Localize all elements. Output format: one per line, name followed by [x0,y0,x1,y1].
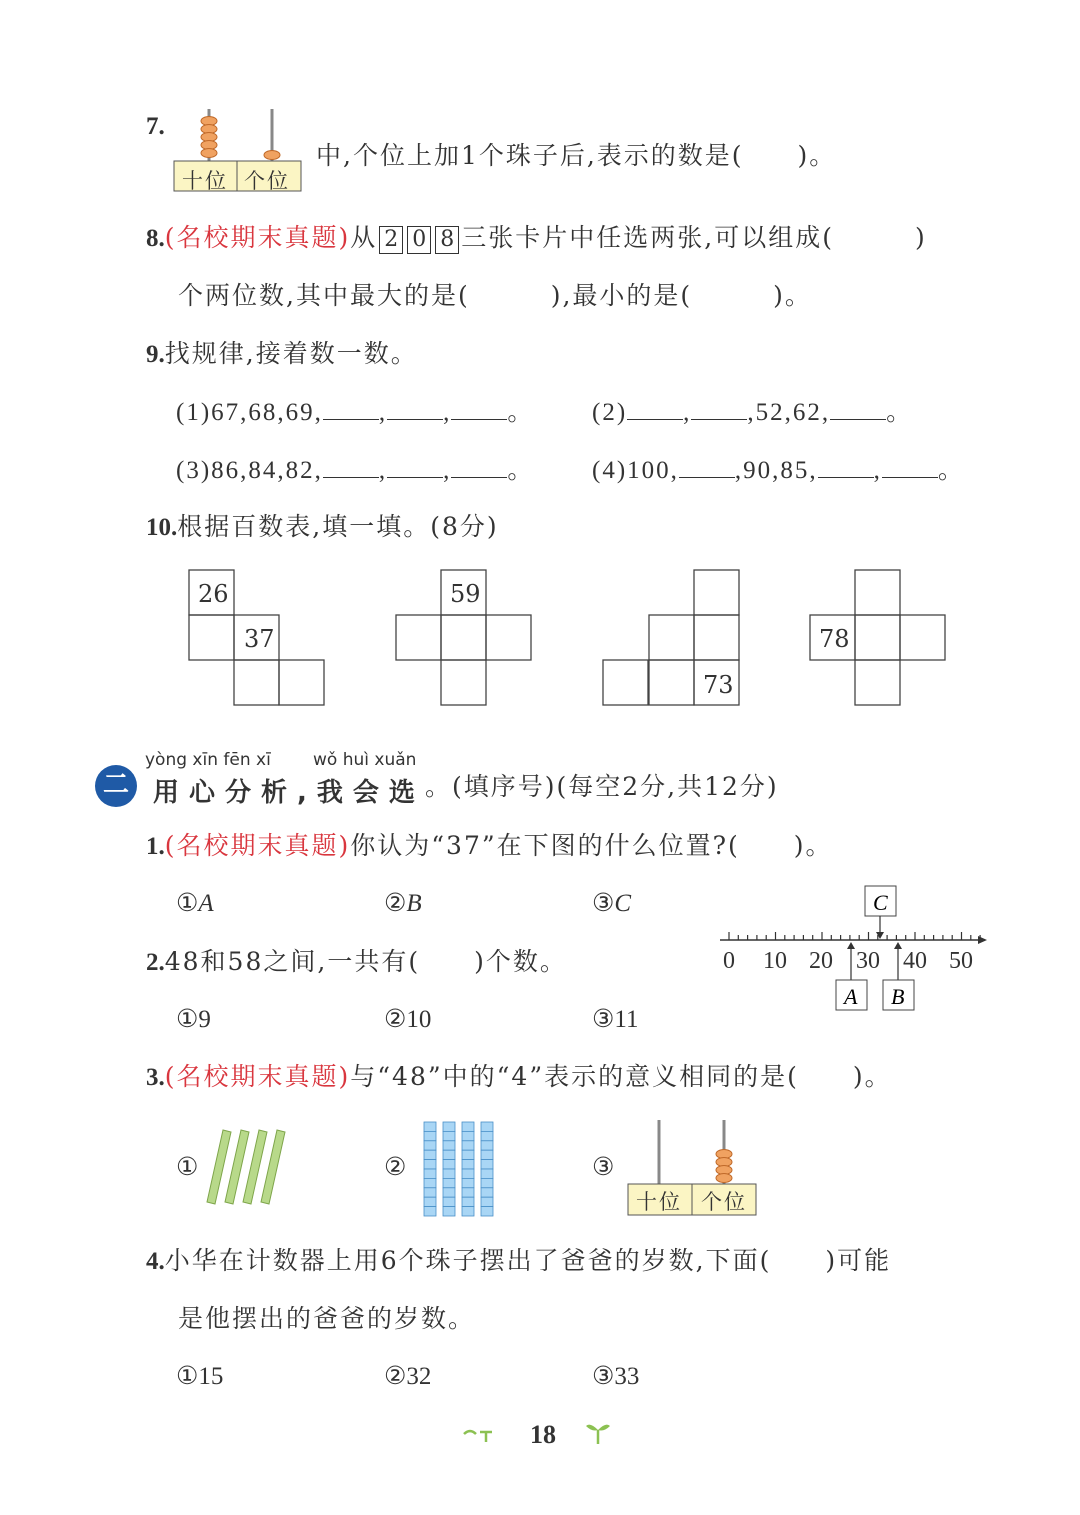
q10 [146,512,499,543]
s2q3-tag: (名校期末真题) [164,1062,351,1091]
cube [462,1197,474,1206]
q8-card: 0 [407,226,431,254]
cube [481,1141,493,1150]
s2q1-text: 你认为“37”在下图的什么位置?( )。 [350,831,833,860]
q10-text: 根据百数表,填一填。(8分) [177,512,499,541]
q9-part1 [176,397,534,428]
s2q2-option2[interactable]: ②10 [384,1006,432,1033]
q9-p3-values: 86,84,82, [211,457,323,484]
q9-part2 [592,397,913,428]
cube [481,1150,493,1159]
q7-number: 7. [146,113,165,140]
q8-card: 8 [435,226,459,254]
cube [481,1160,493,1169]
q9-part3 [176,455,534,486]
cube [443,1131,455,1140]
period: 。 [886,399,914,426]
tick-label: 30 [856,948,880,974]
label-b: B [891,984,905,1009]
section-title: 用心分析,我会选 [153,778,425,808]
period: 。 [507,399,535,426]
q7 [146,105,1006,200]
q10-number: 10. [146,514,178,541]
s2q2-number: 2. [146,949,165,976]
cube [424,1122,436,1131]
s2q3 [146,1062,892,1093]
q8-tag: (名校期末真题) [164,223,351,252]
cube [443,1160,455,1169]
cube [462,1178,474,1187]
comma: , [443,457,452,484]
s2q1-tag: (名校期末真题) [164,831,351,860]
q9-p4-value-a: 100, [627,457,679,484]
grid1-cell: 26 [198,580,229,608]
cube [443,1188,455,1197]
q9-p3-label: (3) [176,457,212,484]
tick-label: 20 [809,948,833,974]
s2q1-option1[interactable]: ①A [176,890,214,917]
cube [424,1160,436,1169]
q9-p4-label: (4) [592,457,628,484]
q9-p2-label: (2) [592,399,628,426]
cube [462,1160,474,1169]
s2q4-line2: 是他摆出的爸爸的岁数。 [178,1304,476,1333]
s2q1 [146,831,833,862]
s2q1-option2[interactable]: ②B [384,890,422,917]
cube [424,1188,436,1197]
answer-blank[interactable] [818,455,874,478]
q7-tens-label: 十位 [182,169,228,193]
s2q3-number: 3. [146,1064,165,1091]
section-subtitle: 。(填序号)(每空2分,共12分) [425,772,779,801]
pinyin-b: wǒ huì xuǎn [313,750,417,770]
cube [443,1169,455,1178]
s2q3-text: 与“48”中的“4”表示的意义相同的是( )。 [350,1062,892,1091]
comma: , [443,399,452,426]
answer-blank[interactable] [451,455,507,478]
cube [443,1178,455,1187]
q9 [146,339,418,370]
s2q2-text: 48和58之间,一共有( )个数。 [164,947,567,976]
q8-line2: 个两位数,其中最大的是( ),最小的是( )。 [178,281,812,310]
cube [443,1207,455,1216]
q8-number: 8. [146,225,165,252]
answer-blank[interactable] [323,397,379,420]
q9-part4 [592,455,965,486]
q9-p2-values: ,52,62, [747,399,831,426]
label-c: C [873,890,888,915]
tick-label: 10 [763,948,787,974]
s2q4-text: 小华在计数器上用6个珠子摆出了爸爸的岁数,下面( )可能 [164,1246,892,1275]
cube [443,1141,455,1150]
q9-p1-values: 67,68,69, [211,399,323,426]
grid2-cell: 59 [450,580,481,608]
answer-blank[interactable] [627,397,683,420]
s2q1-option3[interactable]: ③C [592,890,632,917]
s2q2-option1[interactable]: ①9 [176,1006,211,1033]
cube [481,1188,493,1197]
cube [443,1150,455,1159]
cube [424,1197,436,1206]
section-badge: 二 [95,765,137,807]
tick-label: 40 [903,948,927,974]
q7-text: 中,个位上加1个珠子后,表示的数是( )。 [316,141,837,170]
cube [424,1131,436,1140]
footer [460,1418,620,1458]
q9-number: 9. [146,341,165,368]
cube [481,1122,493,1131]
q8-text-a: 从 [350,223,378,252]
q7-ones-bead [264,151,280,160]
cube [462,1131,474,1140]
s2q4-number: 4. [146,1248,165,1275]
sprout-icon [460,1424,496,1444]
cube [424,1178,436,1187]
answer-blank[interactable] [882,455,938,478]
cube [424,1150,436,1159]
cube-rods-image [420,1120,500,1218]
comma: , [683,399,692,426]
q9-p1-label: (1) [176,399,212,426]
cube [424,1169,436,1178]
section2-header [95,752,995,812]
s2q3-option1[interactable]: ① [176,1154,199,1181]
cube [481,1207,493,1216]
sticks-image [205,1128,297,1208]
number-line [715,882,995,1012]
pinyin-a: yòng xīn fēn xī [145,750,271,770]
q7-ones-label: 个位 [244,169,290,193]
answer-blank[interactable] [387,455,443,478]
s2q3-ones-beads [716,1150,732,1183]
cube [462,1169,474,1178]
cube [481,1169,493,1178]
cube [443,1197,455,1206]
cube [481,1178,493,1187]
grid1-cell: 37 [244,625,275,653]
s2q4-option3[interactable]: ③33 [592,1363,640,1390]
cube [443,1122,455,1131]
page-number: 18 [530,1420,556,1449]
s2q1-number: 1. [146,833,165,860]
grid4-cell: 78 [819,625,850,653]
q7-tens-beads [201,117,217,158]
q9-text: 找规律,接着数一数。 [164,339,418,368]
cube [424,1141,436,1150]
comma: , [378,399,388,426]
cube [424,1207,436,1216]
cube [462,1150,474,1159]
tick-label: 50 [949,948,973,974]
s2q3-tens-label: 十位 [636,1190,682,1214]
cube [462,1188,474,1197]
cube [462,1122,474,1131]
q9-p4-value-b: ,90,85, [734,457,818,484]
comma: , [873,457,882,484]
comma: , [378,457,388,484]
s2q3-option2[interactable]: ② [384,1154,407,1181]
sprout-icon [584,1418,612,1446]
cube [481,1197,493,1206]
answer-blank[interactable] [387,397,443,420]
cube [462,1207,474,1216]
cube [481,1131,493,1140]
answer-blank[interactable] [323,455,379,478]
s2q3-ones-label: 个位 [701,1190,747,1214]
q8-card: 2 [379,226,403,254]
tick-label: 0 [723,948,735,974]
period: 。 [507,457,535,484]
label-a: A [844,984,858,1009]
answer-blank[interactable] [679,455,735,478]
s2q4 [146,1246,891,1277]
q8 [146,223,927,254]
period: 。 [937,457,965,484]
s2q2-option3[interactable]: ③11 [592,1006,639,1033]
s2q4-option2[interactable]: ②32 [384,1363,432,1390]
hundred-chart-grids [0,560,1080,715]
s2q2 [146,947,567,978]
answer-blank[interactable] [451,397,507,420]
s2q3-option3[interactable]: ③ [592,1154,615,1181]
answer-blank[interactable] [691,397,747,420]
q8-text-b: 三张卡片中任选两张,可以组成( ) [461,223,927,252]
grid3-cell: 73 [703,671,734,699]
cube [462,1141,474,1150]
s2q4-option1[interactable]: ①15 [176,1363,224,1390]
answer-blank[interactable] [830,397,886,420]
